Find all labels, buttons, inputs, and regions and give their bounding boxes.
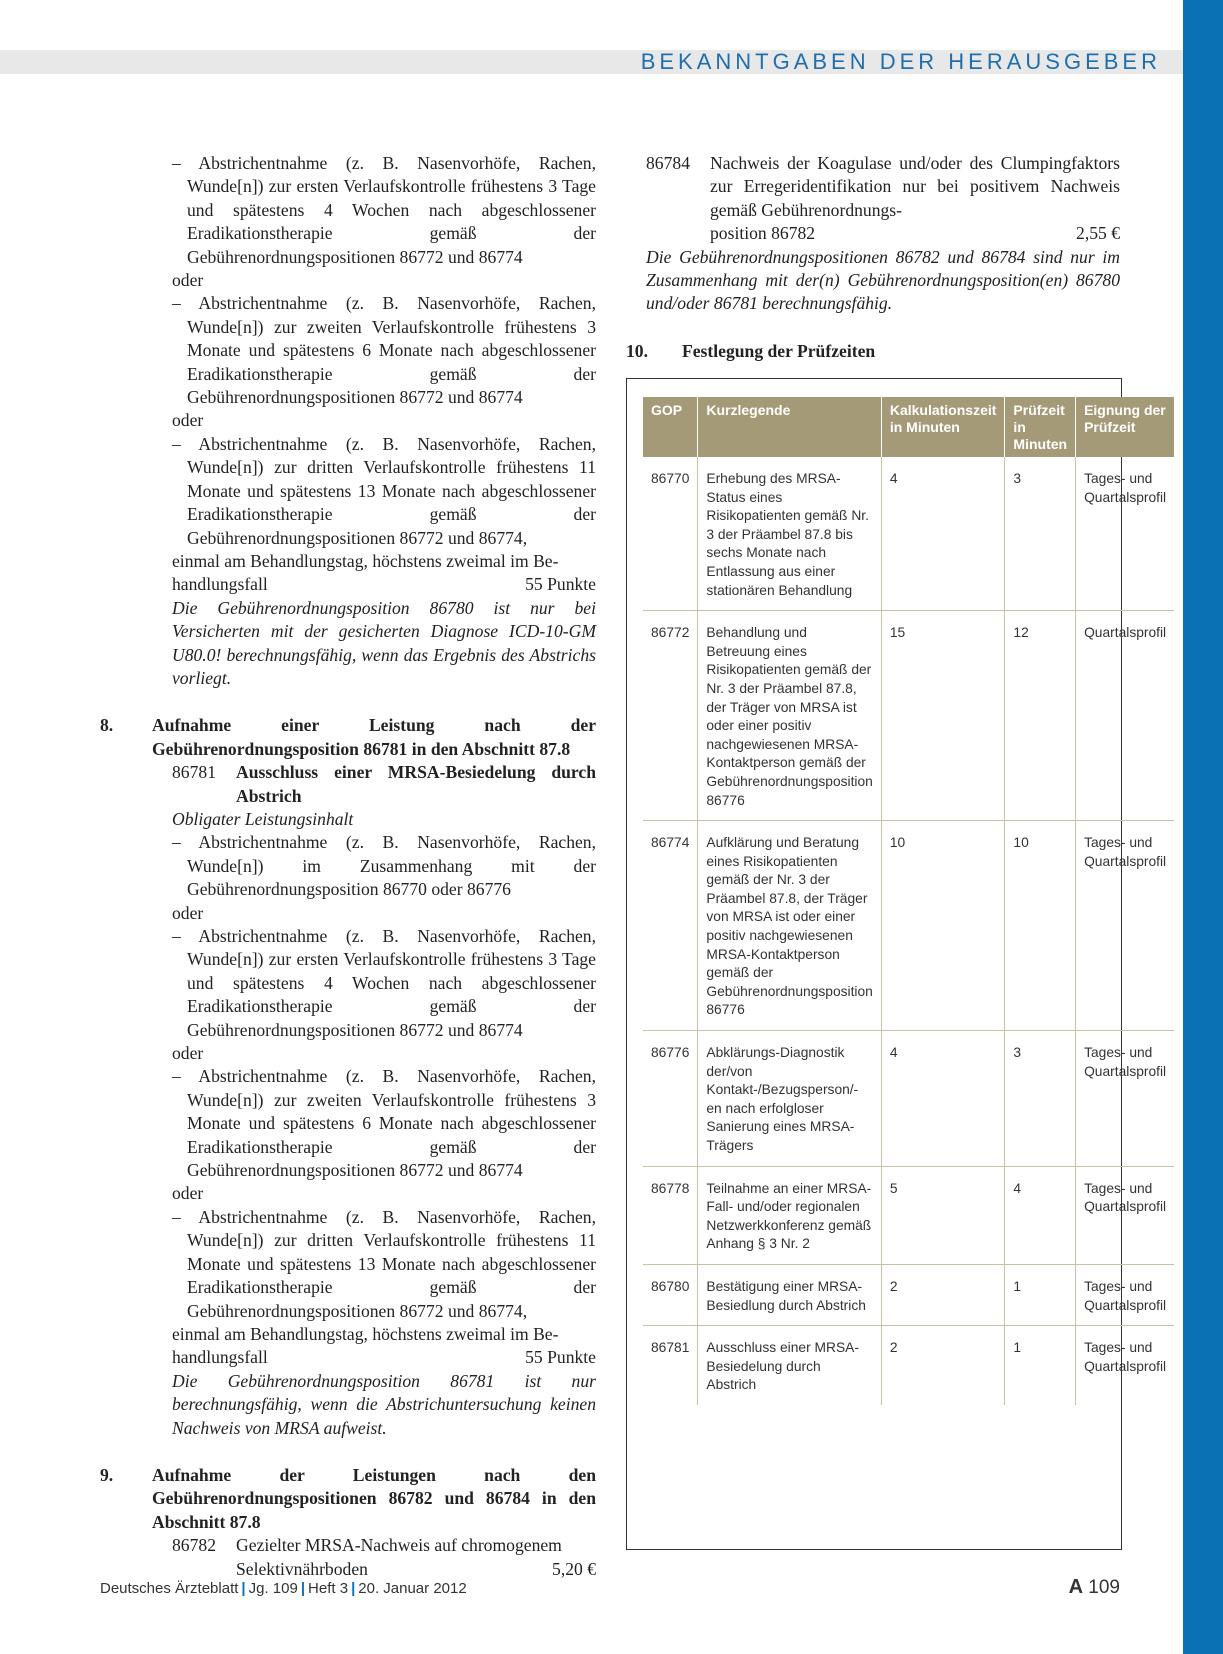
table-row (643, 1326, 1174, 1405)
section-number: 8. (100, 715, 114, 736)
gop-code: 86784 (646, 153, 690, 173)
gop-text: Nachweis der Koagulase und/oder des Clumpingfaktors zur Erregeridentifikation nur bei positivem Nachweis gemäß Gebührenordnungs- (710, 153, 1120, 220)
pruefzeiten-table (643, 397, 1174, 1405)
cell-pruefzeit: 3 (1005, 457, 1076, 611)
header-gop: GOP (643, 397, 698, 457)
cell-pruefzeit: 3 (1005, 1031, 1076, 1167)
list-item: – Abstrichentnahme (z. B. Nasenvorhöfe, Rachen, Wunde[n]) zur zweiten Verlaufskontrolle frühestens 3 Monate und spätestens 6 Monate nach abgeschlossener Eradikationstherapie gemäß der Gebührenordnungspositionen 86772 und 86774 (172, 1066, 596, 1181)
journal-name: Deutsches Ärzteblatt (100, 1580, 239, 1597)
section-10-heading (626, 340, 1120, 363)
price-line (172, 1558, 596, 1581)
points-line (172, 573, 596, 596)
section-number: 10. (626, 340, 648, 361)
cell-gop: 86780 (643, 1264, 698, 1325)
gop-86781 (172, 761, 596, 808)
points-line (172, 1346, 596, 1369)
right-column (626, 152, 1120, 363)
gop-86784-block (626, 152, 1120, 316)
journal-issue: Heft 3 (308, 1580, 349, 1597)
cell-eignung: Tages- und Quartalsprofil (1076, 1264, 1175, 1325)
cell-pruefzeit: 1 (1005, 1326, 1076, 1405)
cell-gop: 86770 (643, 457, 698, 611)
cell-kurzlegende: Behandlung und Betreuung eines Risikopatienten gemäß der Nr. 3 der Präambel 87.8, der Träger von MRSA ist oder einer positiv nachgewiesenen MRSA-Kontaktperson gemäß der Gebührenordnungsposition 86776 (698, 611, 881, 821)
page-footer (100, 1576, 1120, 1598)
section-8-lines (172, 831, 596, 1346)
cell-eignung: Tages- und Quartalsprofil (1076, 457, 1175, 611)
list-item: – Abstrichentnahme (z. B. Nasenvorhöfe, Rachen, Wunde[n]) im Zusammenhang mit der Gebührenordnungsposition 86770 oder 86776 (172, 832, 596, 900)
section-8-body (100, 761, 596, 1440)
cell-kurzlegende: Bestätigung einer MRSA-Besiedlung durch Abstrich (698, 1264, 881, 1325)
cell-kalkulationszeit: 4 (881, 457, 1005, 611)
gop-text-continued: Selektivnährboden (236, 1558, 368, 1579)
cell-pruefzeit: 12 (1005, 611, 1076, 821)
table-row (643, 457, 1174, 611)
list-item: – Abstrichentnahme (z. B. Nasenvorhöfe, Rachen, Wunde[n]) zur dritten Verlaufskontrolle frühestens 11 Monate und spätestens 13 Monate nach abgeschlossener Eradikationstherapie gemäß der Gebührenordnungspositionen 86772 und 86774, (172, 433, 596, 548)
section-title: Aufnahme der Leistungen nach den Gebührenordnungspositionen 86782 und 86784 in den Abschnitt 87.8 (152, 1464, 596, 1532)
page-number (1069, 1576, 1120, 1599)
text-line: oder (172, 902, 204, 923)
table-header-row (643, 397, 1174, 457)
cell-eignung: Tages- und Quartalsprofil (1076, 1166, 1175, 1264)
section-header-title: BEKANNTGABEN DER HERAUSGEBER (640, 49, 1161, 74)
cell-pruefzeit: 10 (1005, 821, 1076, 1031)
cell-eignung: Tages- und Quartalsprofil (1076, 821, 1175, 1031)
footer-separator: | (300, 1580, 306, 1597)
right-color-bar (1183, 0, 1223, 1654)
gop-code: 86782 (172, 1535, 216, 1556)
table-row (643, 1031, 1174, 1167)
text-line: oder (172, 410, 204, 431)
gop-price: 2,55 € (1076, 223, 1120, 244)
gop-text-continued: position 86782 (710, 223, 816, 244)
cell-kalkulationszeit: 2 (881, 1326, 1005, 1405)
price-line (646, 222, 1120, 245)
cell-gop: 86776 (643, 1031, 698, 1167)
list-item: – Abstrichentnahme (z. B. Nasenvorhöfe, Rachen, Wunde[n]) zur zweiten Verlaufskontrolle frühestens 3 Monate und spätestens 6 Monate nach abgeschlossener Eradikationstherapie gemäß der Gebührenordnungspositionen 86772 und 86774 (172, 293, 596, 408)
text-line: oder (172, 1043, 204, 1064)
section-9-body (100, 1534, 596, 1581)
cell-kalkulationszeit: 4 (881, 1031, 1005, 1167)
text-line: einmal am Behandlungstag, höchstens zweimal im Be- (172, 550, 559, 571)
list-item: – Abstrichentnahme (z. B. Nasenvorhöfe, Rachen, Wunde[n]) zur dritten Verlaufskontrolle frühestens 11 Monate und spätestens 13 Monate nach abgeschlossener Eradikationstherapie gemäß der Gebührenordnungspositionen 86772 und 86774, (172, 1206, 596, 1321)
footer-separator: | (241, 1580, 246, 1597)
header-pruefzeit: Prüfzeit in Minuten (1005, 397, 1076, 457)
cell-eignung: Tages- und Quartalsprofil (1076, 1031, 1175, 1167)
left-column (100, 152, 596, 1581)
points-value: 55 Punkte (525, 1347, 596, 1368)
gop-86782 (172, 1534, 596, 1557)
footer-separator: | (351, 1580, 356, 1597)
table-row (643, 611, 1174, 821)
pruefzeiten-table-box (626, 378, 1167, 1550)
gop-price: 5,20 € (552, 1558, 596, 1579)
section-8-heading (100, 714, 596, 761)
gop-text: Gezielter MRSA-Nachweis auf chromogenem (236, 1535, 562, 1556)
intro-block (100, 152, 596, 573)
points-value: 55 Punkte (525, 574, 596, 595)
cell-pruefzeit: 1 (1005, 1264, 1076, 1325)
cell-gop: 86781 (651, 1340, 690, 1356)
table-row (643, 1166, 1174, 1264)
gop-code: 86781 (172, 762, 216, 783)
cell-kalkulationszeit: 10 (881, 821, 1005, 1031)
cell-gop: 86772 (643, 611, 698, 821)
header-kalkulationszeit: Kalkulationszeit in Minuten (881, 397, 1005, 457)
gop-86784 (646, 152, 1120, 222)
header-kurzlegende: Kurzlegende (698, 397, 881, 457)
section-8-note: Die Gebührenordnungsposition 86781 ist nur berechnungsfähig, wenn die Abstrichuntersuchung keinen Nachweis von MRSA aufweist. (172, 1370, 596, 1438)
cell-kalkulationszeit: 5 (881, 1166, 1005, 1264)
cell-eignung: Quartalsprofil (1076, 611, 1175, 821)
cell-kalkulationszeit: 2 (881, 1264, 1005, 1325)
points-label: handlungsfall (172, 574, 268, 595)
cell-kalkulationszeit: 15 (881, 611, 1005, 821)
gop-note: Die Gebührenordnungspositionen 86782 und 86784 sind nur im Zusammenhang mit der(n) Gebührenordnungsposition(en) 86780 und/oder 86781 berechnungsfähig. (646, 246, 1120, 314)
cell-kurzlegende: Abklärungs-Diagnostik der/von Kontakt-/Bezugsperson/-en nach erfolgloser Sanierung eines MRSA-Trägers (698, 1031, 881, 1167)
table-row (643, 821, 1174, 1031)
journal-volume: Jg. 109 (248, 1580, 298, 1597)
table-row (643, 1264, 1174, 1325)
section-title: Aufnahme einer Leistung nach der Gebührenordnungsposition 86781 in den Abschnitt 87.8 (152, 715, 596, 759)
cell-gop: 86774 (643, 821, 698, 1031)
journal-date: 20. Januar 2012 (358, 1580, 467, 1597)
content-label: Obligater Leistungsinhalt (172, 808, 354, 829)
cell-kurzlegende: Aufklärung und Beratung eines Risikopatienten gemäß der Nr. 3 der Präambel 87.8, der Träger von MRSA ist oder einer positiv nachgewiesenen MRSA-Kontaktperson gemäß der Gebührenordnungsposition 86776 (698, 821, 881, 1031)
cell-pruefzeit: 4 (1005, 1166, 1076, 1264)
section-number: 9. (100, 1464, 114, 1485)
header-eignung: Eignung der Prüfzeit (1076, 397, 1175, 457)
cell-kurzlegende: Teilnahme an einer MRSA-Fall- und/oder regionalen Netzwerkkonferenz gemäß Anhang § 3 Nr. 2 (698, 1166, 881, 1264)
intro-note: Die Gebührenordnungsposition 86780 ist nur bei Versicherten mit der gesicherten Diagnose ICD-10-GM U80.0! berechnungsfähig, wenn das Ergebnis des Abstrichs vorliegt. (172, 597, 596, 688)
points-label: handlungsfall (172, 1347, 268, 1368)
text-line: oder (172, 1183, 204, 1204)
list-item: – Abstrichentnahme (z. B. Nasenvorhöfe, Rachen, Wunde[n]) zur ersten Verlaufskontrolle frühestens 3 Tage und spätestens 4 Wochen nach abgeschlossener Eradikationstherapie gemäß der Gebührenordnungspositionen 86772 und 86774 (172, 926, 596, 1040)
page-number-value: 109 (1088, 1577, 1120, 1598)
cell-kurzlegende: Erhebung des MRSA-Status eines Risikopatienten gemäß Nr. 3 der Präambel 87.8 bis sechs Monate nach Entlassung aus einer stationären Behandlung (698, 457, 881, 611)
text-line: oder (172, 270, 204, 291)
gop-title: Ausschluss einer MRSA-Besiedelung durch Abstrich (236, 762, 596, 806)
cell-gop: 86778 (643, 1166, 698, 1264)
cell-eignung: Tages- und Quartalsprofil (1076, 1326, 1175, 1405)
intro-points-block (100, 573, 596, 690)
cell-kurzlegende: Ausschluss einer MRSA-Besiedelung durch Abstrich (698, 1326, 881, 1405)
section-9-heading (100, 1464, 596, 1534)
text-line: einmal am Behandlungstag, höchstens zweimal im Be- (172, 1323, 559, 1344)
section-title: Festlegung der Prüfzeiten (682, 340, 876, 361)
page-prefix: A (1068, 1576, 1084, 1598)
list-item: – Abstrichentnahme (z. B. Nasenvorhöfe, Rachen, Wunde[n]) zur ersten Verlaufskontrolle frühestens 3 Tage und spätestens 4 Wochen nach abgeschlossener Eradikationstherapie gemäß der Gebührenordnungspositionen 86772 und 86774 (172, 153, 596, 267)
